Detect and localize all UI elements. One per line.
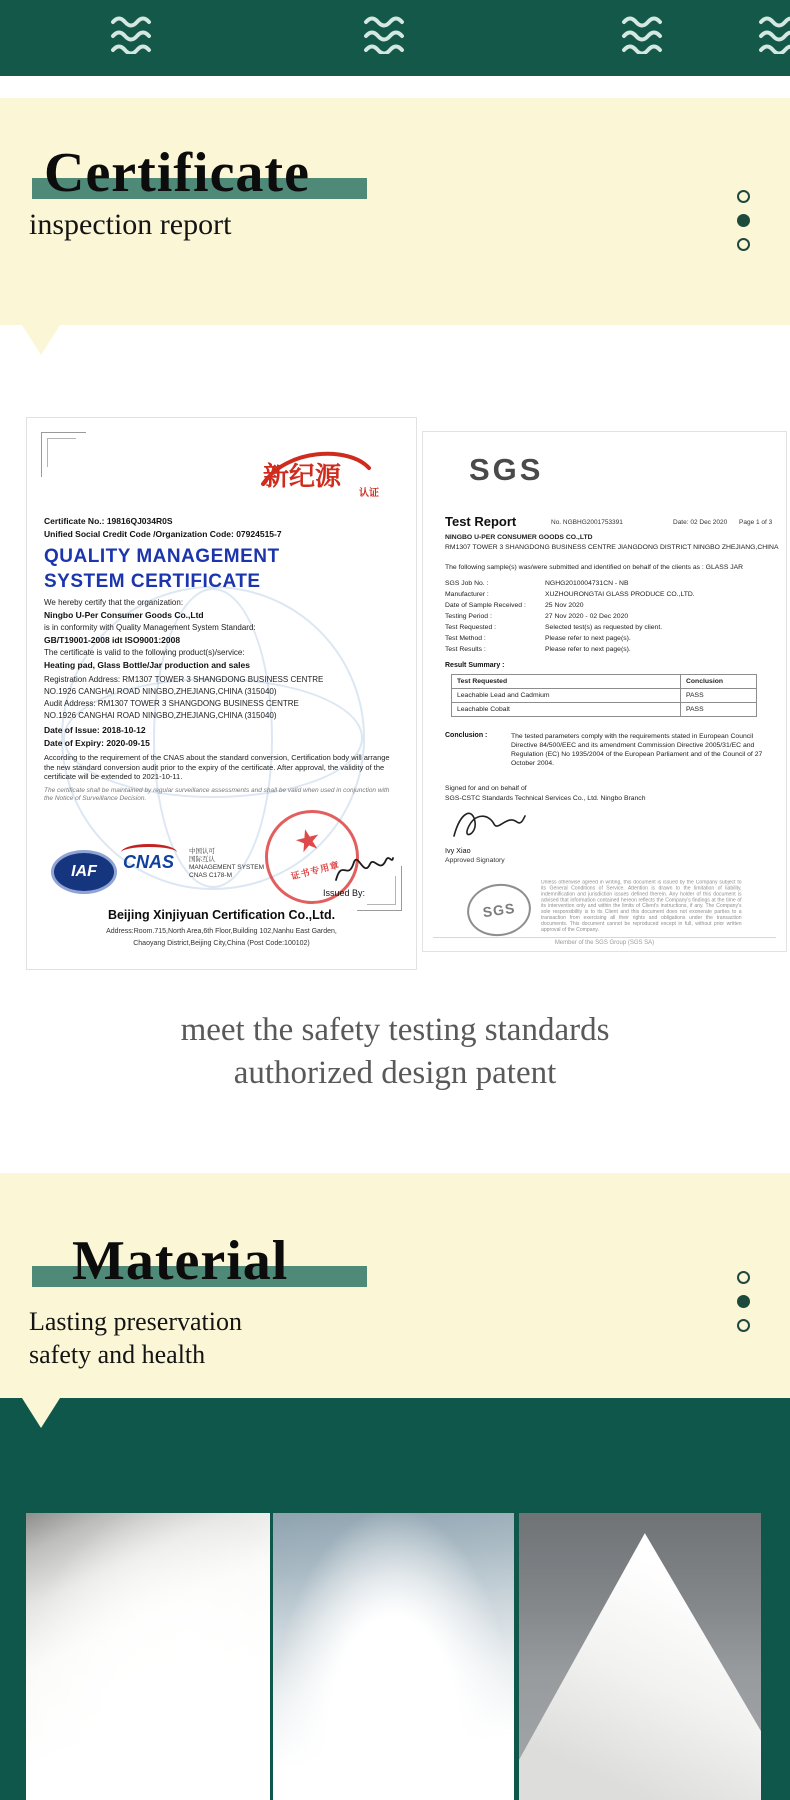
field-value: XUZHOURONGTAI GLASS PRODUCE CO.,LTD. <box>545 591 695 598</box>
field-label: SGS Job No. : <box>445 580 489 587</box>
section-subtitle <box>29 1305 242 1371</box>
table-row <box>452 703 757 717</box>
certify-intro: We hereby certify that the organization: <box>44 598 184 607</box>
section-title: Material <box>72 1230 289 1292</box>
field-label: Test Results : <box>445 646 486 653</box>
cnas-logo: CNAS <box>123 852 175 872</box>
table-header-conclusion: Conclusion <box>681 675 757 689</box>
conformity-intro: is in conformity with Quality Management System Standard: <box>44 623 256 632</box>
field-row <box>445 633 779 644</box>
powder-pile-shape <box>519 1513 761 1800</box>
scope-value: Heating pad, Glass Bottle/Jar production and sales <box>44 660 250 670</box>
wave-icon <box>621 14 667 54</box>
banner-notch <box>22 325 60 355</box>
carousel-dot-active <box>737 1295 750 1308</box>
scope-intro: The certificate is valid to the following product(s)/service: <box>44 648 245 657</box>
credit-code: Unified Social Credit Code /Organization Code: 07924515-7 <box>44 529 282 539</box>
quality-management-certificate <box>26 417 417 970</box>
result-table <box>451 674 757 717</box>
certificate-body <box>44 516 400 805</box>
carousel-dots <box>737 1271 750 1332</box>
wave-icon <box>363 14 409 54</box>
issuer-address-2: Chaoyang District,Beijing City,China (Post Code:100102) <box>133 940 310 947</box>
table-cell-result: PASS <box>681 703 757 717</box>
field-row <box>445 578 779 589</box>
material-section-banner <box>0 1173 790 1398</box>
cnas-caption <box>189 848 264 880</box>
report-title: Test Report <box>445 514 517 529</box>
table-cell-test: Leachable Cobalt <box>452 703 681 717</box>
date-of-issue: Date of Issue: 2018-10-12 <box>44 725 146 735</box>
star-icon: ★ <box>290 821 326 861</box>
field-row <box>445 622 779 633</box>
material-photo-powder-pile <box>519 1513 761 1800</box>
signed-line-1: Signed for and on behalf of <box>445 785 527 792</box>
field-label: Test Method : <box>445 635 486 642</box>
carousel-dot <box>737 1271 750 1284</box>
client-name: NINGBO U-PER CONSUMER GOODS CO.,LTD <box>445 534 593 541</box>
certificate-heading-2: SYSTEM CERTIFICATE <box>44 571 261 592</box>
certificate-heading-1: QUALITY MANAGEMENT <box>44 546 280 567</box>
banner-notch <box>22 1398 60 1428</box>
report-disclaimer: Unless otherwise agreed in writing, this document is issued by the Company subject to its General Conditions of Service. Attention is drawn to the limitation of liability, indemnification and jurisdiction issues defined therein. Any holder of this document is advised that information contained hereon reflects the Company's findings at the time of its intervention only and within the limits of Client's instructions, if any. The Company's sole responsibility is to its Client and this document does not exonerate parties to a transaction from exercising all their rights and obligations under the transaction documents. This document cannot be reproduced except in full, without prior written approval of the Company. <box>541 880 742 933</box>
material-gallery-section <box>0 1398 790 1800</box>
registration-address-1: Registration Address: RM1307 TOWER 3 SHANGDONG BUSINESS CENTRE <box>44 675 324 684</box>
field-label: Manufacturer : <box>445 591 489 598</box>
field-row <box>445 589 779 600</box>
sgs-test-report <box>422 431 787 952</box>
certificate-number: Certificate No.: 19816QJ034R0S <box>44 516 173 526</box>
issued-by-label: Issued By: <box>323 888 366 898</box>
conversion-note: According to the requirement of the CNAS about the standard conversion, Certification body will arrange the new standard conversion audit prior to the expiry of the certificate. After approval, the validity of the certificate will be extended to 2021-10-11. <box>44 753 390 781</box>
signatory-name: Ivy Xiao <box>445 846 471 855</box>
subtitle-line-2: safety and health <box>29 1340 206 1369</box>
wave-icon <box>110 14 156 54</box>
material-photo-powder-mound <box>273 1513 514 1800</box>
signatory-title: Approved Signatory <box>445 857 505 864</box>
table-cell-result: PASS <box>681 689 757 703</box>
field-value: Please refer to next page(s). <box>545 635 631 642</box>
stamp-text: 证书专用章 <box>289 859 341 882</box>
signed-for-lines <box>445 784 645 803</box>
conclusion-text: The tested parameters comply with the requirements stated in European Council Directive 84/500/EEC and its amendment Commission Directive 2005/31/EC and Regulation (EC) No 1935/2004 of the European Parliament and of the Council of 27 October 2004. <box>511 733 763 767</box>
sgs-stamp-icon: SGS <box>464 880 535 940</box>
field-row <box>445 644 779 655</box>
wave-icon <box>758 14 790 54</box>
field-value: NGHG2010004731CN - NB <box>545 580 629 587</box>
carousel-dots <box>737 190 750 251</box>
cnas-caption-line: CNAS C178-M <box>189 872 232 879</box>
section-subtitle: inspection report <box>29 208 232 241</box>
field-row <box>445 600 779 611</box>
report-fields <box>445 578 779 655</box>
logo-subtext: 认证 <box>359 488 379 499</box>
field-value: Please refer to next page(s). <box>545 646 631 653</box>
subtitle-line-1: Lasting preservation <box>29 1307 242 1336</box>
approver-signature-icon <box>449 804 527 849</box>
carousel-dot-active <box>737 214 750 227</box>
cnas-caption-line: 中国认可 <box>189 848 215 855</box>
caption-line-2: authorized design patent <box>233 1055 557 1091</box>
cnas-caption-line: MANAGEMENT SYSTEM <box>189 864 265 871</box>
field-label: Testing Period : <box>445 613 492 620</box>
top-banner <box>0 0 790 76</box>
carousel-dot <box>737 190 750 203</box>
surveillance-fine-print: The certificate shall be maintained by regular surveillance assessments and shall be valid when used in conjunction with the Notice of Surveillance Decision. <box>44 786 390 802</box>
field-label: Test Requested : <box>445 624 497 631</box>
table-cell-test: Leachable Lead and Cadmium <box>452 689 681 703</box>
audit-address-2: NO.1926 CANGHAI ROAD NINGBO,ZHEJIANG,CHINA (315040) <box>44 711 277 720</box>
report-number: No. NGBHG2001753391 <box>551 519 623 526</box>
issuer-signature-icon <box>333 850 395 893</box>
section-title: Certificate <box>44 142 310 204</box>
signed-line-2: SGS-CSTC Standards Technical Services Co., Ltd. Ningbo Branch <box>445 794 646 802</box>
organization-name: Ningbo U-Per Consumer Goods Co.,Ltd <box>44 610 204 620</box>
sgs-logo: SGS <box>469 452 544 487</box>
table-row <box>452 689 757 703</box>
report-footer: Member of the SGS Group (SGS SA) <box>433 937 776 946</box>
certificate-section-banner <box>0 98 790 325</box>
carousel-dot <box>737 238 750 251</box>
carousel-dot <box>737 1319 750 1332</box>
corner-ornament-icon <box>41 432 86 477</box>
audit-address-1: Audit Address: RM1307 TOWER 3 SHANGDONG BUSINESS CENTRE <box>44 699 299 708</box>
issuer-name: Beijing Xinjiyuan Certification Co.,Ltd. <box>107 908 336 922</box>
field-label: Date of Sample Received : <box>445 602 526 609</box>
field-row <box>445 611 779 622</box>
field-value: 27 Nov 2020 - 02 Dec 2020 <box>545 613 629 620</box>
iaf-logo: IAF <box>51 850 117 894</box>
logo-text: 新纪源 <box>263 462 342 491</box>
registration-address-2: NO.1926 CANGHAI ROAD NINGBO,ZHEJIANG,CHINA (315040) <box>44 687 277 696</box>
report-page: Page 1 of 3 <box>739 519 773 526</box>
field-value: Selected test(s) as requested by client. <box>545 624 663 631</box>
caption-line-1: meet the safety testing standards <box>180 1012 610 1048</box>
table-header-test: Test Requested <box>452 675 681 689</box>
cnas-caption-line: 国际互认 <box>189 856 215 863</box>
date-of-expiry: Date of Expiry: 2020-09-15 <box>44 738 150 748</box>
result-summary-label: Result Summary : <box>445 662 505 669</box>
xinjiyuan-logo <box>263 456 393 499</box>
report-date: Date: 02 Dec 2020 <box>673 519 728 526</box>
issuer-address-1: Address:Room.715,North Area,6th Floor,Building 102,Nanhu East Garden, <box>106 928 337 935</box>
sample-description: The following sample(s) was/were submitted and identified on behalf of the clients as : GLASS JAR <box>445 564 744 571</box>
material-photo-powder-closeup <box>26 1513 270 1800</box>
client-address: RM1307 TOWER 3 SHANGDONG BUSINESS CENTRE JIANGDONG DISTRICT NINGBO ZHEJIANG,CHINA <box>445 544 779 551</box>
conclusion-label: Conclusion : <box>445 732 488 739</box>
standard-name: GB/T19001-2008 idt ISO9001:2008 <box>44 635 181 645</box>
field-value: 25 Nov 2020 <box>545 602 584 609</box>
